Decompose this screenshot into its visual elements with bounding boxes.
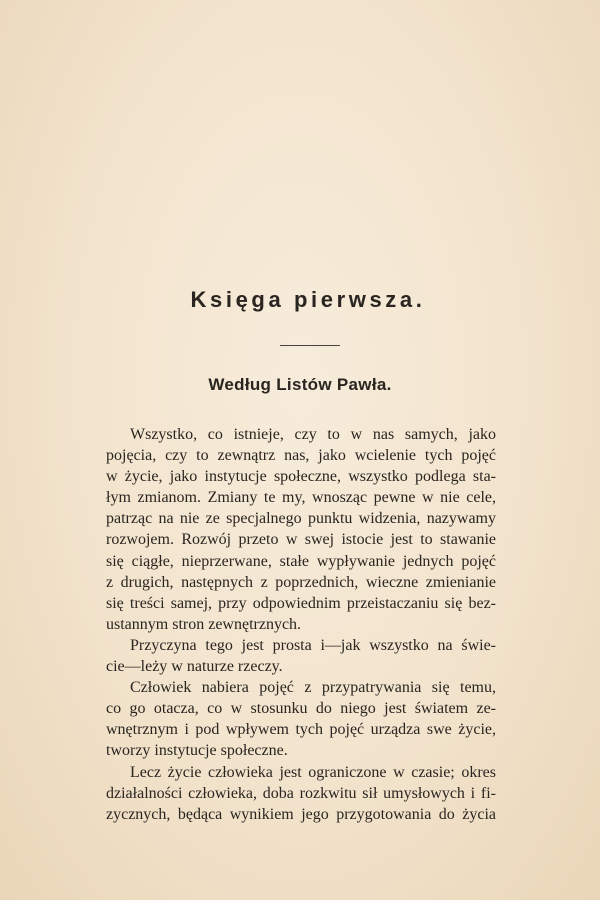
paragraph-2 xyxy=(106,635,496,677)
text-line: działalności człowieka, doba rozkwitu sił umysłowych i fi- xyxy=(106,784,496,802)
text-line: Człowiek nabiera pojęć z przypatrywania się temu, xyxy=(130,679,496,697)
text-line: zycznych, będąca wynikiem jego przygotowania do życia xyxy=(106,805,496,823)
text-line: w życie, jako instytucje społeczne, wszystko podlega sta- xyxy=(106,468,496,486)
text-line: co go otacza, co w stosunku do niego jest światem ze- xyxy=(106,700,496,718)
text-line: ustannym stron zewnętrznych. xyxy=(106,615,302,633)
text-line: patrząc na nie ze specjalnego punktu widzenia, nazywamy xyxy=(106,510,496,528)
chapter-subtitle: Według Listów Pawła. xyxy=(208,375,392,394)
text-line: Lecz życie człowieka jest ograniczone w czasie; okres xyxy=(130,763,496,781)
text-line: się treści samej, przy odpowiednim przeistaczaniu się bez- xyxy=(106,594,496,612)
chapter-title: Księga pierwsza. xyxy=(190,287,426,312)
text-line: cie—leży w naturze rzeczy. xyxy=(106,658,283,676)
text-line: się ciągłe, nieprzerwane, stałe wypływanie jednych pojęć xyxy=(106,552,496,570)
text-line: tworzy instytucje społeczne. xyxy=(106,742,288,760)
text-line: Wszystko, co istnieje, czy to w nas samych, jako xyxy=(130,426,496,443)
text-line: łym zmianom. Zmiany te my, wnosząc pewne w nie cele, xyxy=(106,489,496,507)
text-line: Przyczyna tego jest prosta i—jak wszystko na świe- xyxy=(130,636,496,654)
paragraph-3 xyxy=(106,677,496,761)
title-divider xyxy=(280,345,340,346)
text-line: wnętrznym i pod wpływem tych pojęć urządza swe życie, xyxy=(106,721,496,739)
paragraph-4 xyxy=(106,762,496,825)
text-line: pojęcia, czy to zewnątrz nas, jako wcielenie tych pojęć xyxy=(106,447,496,465)
text-line: rozwojem. Rozwój przeto w swej istocie jest to stawanie xyxy=(106,531,496,549)
body-text xyxy=(106,424,496,825)
paragraph-1 xyxy=(106,424,496,635)
text-line: z drugich, następnych z poprzednich, wieczne zmienianie xyxy=(106,573,496,591)
